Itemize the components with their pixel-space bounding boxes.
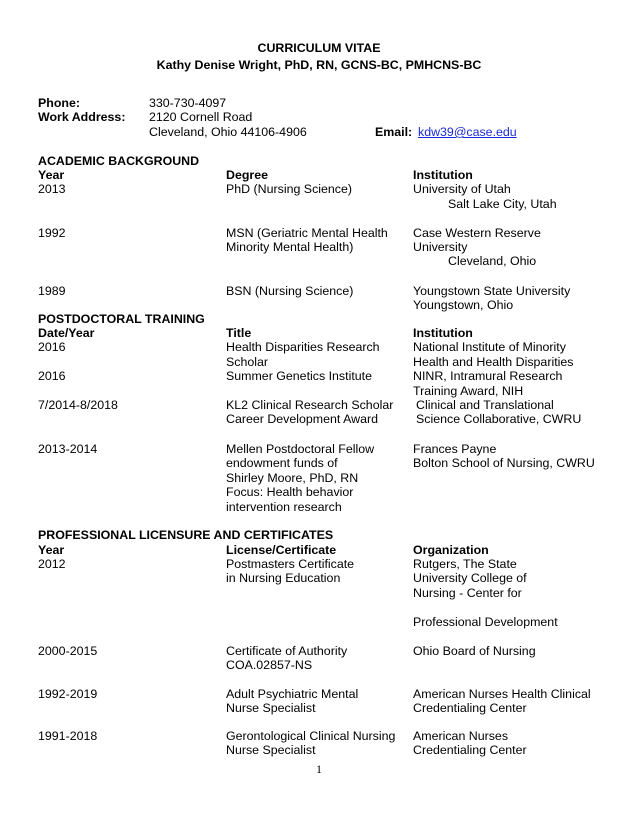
table-cell: Nursing - Center for [413, 586, 522, 600]
table-cell: 2012 [38, 557, 66, 571]
postdoc-heading: POSTDOCTORAL TRAINING [38, 312, 205, 326]
academic-heading: ACADEMIC BACKGROUND [38, 154, 200, 168]
table-cell: 2000-2015 [38, 644, 98, 658]
table-cell: Career Development Award [226, 412, 378, 426]
table-cell: National Institute of Minority [413, 340, 566, 354]
table-cell: Scholar [226, 355, 269, 369]
table-cell: NINR, Intramural Research [413, 369, 563, 383]
table-cell: Bolton School of Nursing, CWRU [413, 456, 595, 470]
licensure-col-license: License/Certificate [226, 543, 337, 557]
table-cell: Youngstown State University [413, 284, 571, 298]
table-cell: Credentialing Center [413, 701, 527, 715]
table-cell: COA.02857-NS [226, 658, 313, 672]
table-cell: Summer Genetics Institute [226, 369, 372, 383]
table-cell: 1992-2019 [38, 687, 98, 701]
table-cell: Nurse Specialist [226, 743, 316, 757]
table-cell: Certificate of Authority [226, 644, 348, 658]
table-cell: Adult Psychiatric Mental [226, 687, 359, 701]
table-cell: Minority Mental Health) [226, 240, 354, 254]
table-cell: Science Collaborative, CWRU [416, 412, 582, 426]
table-cell: Focus: Health behavior [226, 485, 354, 499]
page-number: 1 [316, 762, 322, 776]
table-cell: Gerontological Clinical Nursing [226, 729, 396, 743]
work-address-label: Work Address: [38, 110, 126, 124]
postdoc-col-title: Title [226, 326, 252, 340]
table-cell: Clinical and Translational [416, 398, 554, 412]
table-cell: Professional Development [413, 615, 558, 629]
email-label: Email: [375, 125, 413, 139]
address-line-1: 2120 Cornell Road [149, 110, 253, 124]
table-cell: 1991-2018 [38, 729, 98, 743]
table-cell: Youngstown, Ohio [413, 298, 514, 312]
licensure-heading: PROFESSIONAL LICENSURE AND CERTIFICATES [38, 528, 334, 542]
table-cell: Frances Payne [413, 442, 497, 456]
postdoc-col-institution: Institution [413, 326, 473, 340]
academic-col-degree: Degree [226, 168, 269, 182]
table-cell: Case Western Reserve [413, 226, 541, 240]
table-cell: Postmasters Certificate [226, 557, 355, 571]
table-cell: University College of [413, 571, 527, 585]
table-cell: 2016 [38, 369, 66, 383]
table-cell: University [413, 240, 468, 254]
table-cell: Salt Lake City, Utah [448, 197, 557, 211]
address-line-2: Cleveland, Ohio 44106-4906 [149, 125, 307, 139]
table-cell: American Nurses Health Clinical [413, 687, 591, 701]
table-cell: Shirley Moore, PhD, RN [226, 471, 359, 485]
table-cell: intervention research [226, 500, 342, 514]
table-cell: endowment funds of [226, 456, 338, 470]
author-name: Kathy Denise Wright, PhD, RN, GCNS-BC, PMHCNS-BC [156, 58, 482, 72]
table-cell: 2013 [38, 182, 66, 196]
table-cell: Cleveland, Ohio [448, 254, 537, 268]
licensure-col-year: Year [38, 543, 65, 557]
table-cell: American Nurses [413, 729, 509, 743]
table-cell: Mellen Postdoctoral Fellow [226, 442, 375, 456]
email-link[interactable]: kdw39@case.edu [418, 125, 517, 139]
table-cell: BSN (Nursing Science) [226, 284, 354, 298]
document-title: CURRICULUM VITAE [257, 41, 381, 55]
table-cell: 2013-2014 [38, 442, 98, 456]
academic-col-year: Year [38, 168, 65, 182]
table-cell: Health Disparities Research [226, 340, 380, 354]
table-cell: 1989 [38, 284, 66, 298]
table-cell: Rutgers, The State [413, 557, 517, 571]
academic-col-institution: Institution [413, 168, 473, 182]
table-cell: 7/2014-8/2018 [38, 398, 118, 412]
table-cell: Training Award, NIH [413, 384, 524, 398]
phone-value: 330-730-4097 [149, 96, 227, 110]
table-cell: KL2 Clinical Research Scholar [226, 398, 394, 412]
table-cell: PhD (Nursing Science) [226, 182, 353, 196]
table-cell: Nurse Specialist [226, 701, 316, 715]
licensure-col-organization: Organization [413, 543, 489, 557]
table-cell: Health and Health Disparities [413, 355, 574, 369]
postdoc-col-date: Date/Year [38, 326, 95, 340]
table-cell: Ohio Board of Nursing [413, 644, 536, 658]
table-cell: University of Utah [413, 182, 511, 196]
phone-label: Phone: [38, 96, 80, 110]
table-cell: MSN (Geriatric Mental Health [226, 226, 388, 240]
table-cell: Credentialing Center [413, 743, 527, 757]
table-cell: 1992 [38, 226, 66, 240]
table-cell: 2016 [38, 340, 66, 354]
table-cell: in Nursing Education [226, 571, 341, 585]
